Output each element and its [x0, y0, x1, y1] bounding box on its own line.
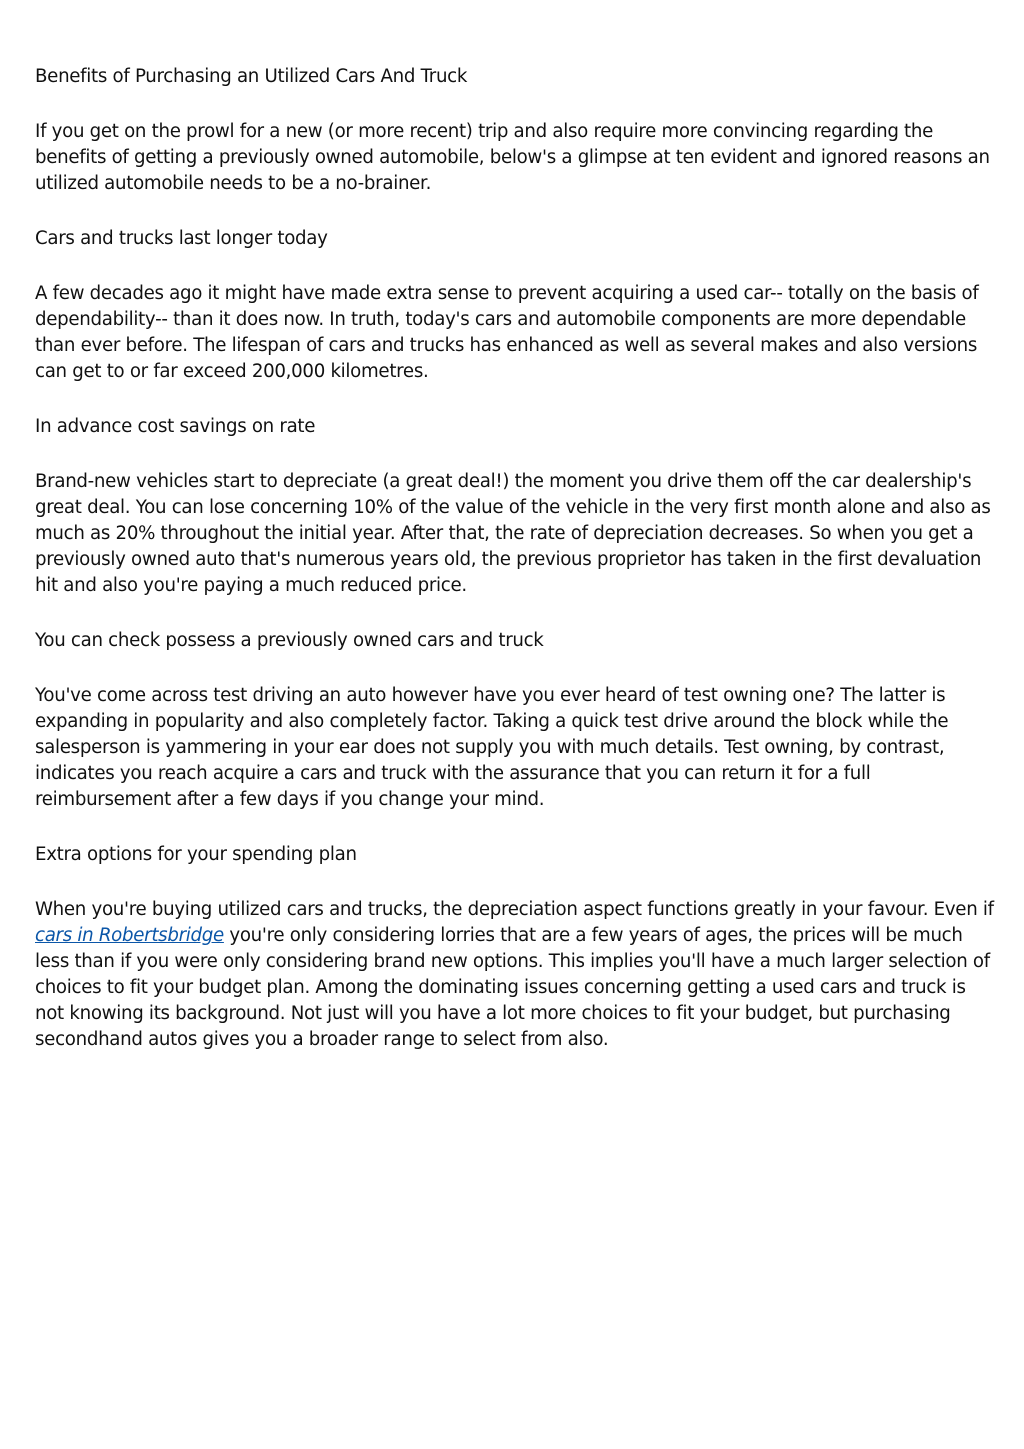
- body-text-after-link: you're only considering lorries that are a few years of ages, the prices will be much less than if you were only considering brand new options. This implies you'll have a much larger selection of choices to fit your budget plan. Among the dominating issues concerning getting a used cars and truck is not knowing its background. Not just will you have a lot more choices to fit your budget, but purchasing secondhand autos gives you a broader range to select from also.: [35, 925, 990, 1050]
- section-body-test-own: You've come across test driving an auto however have you ever heard of test owning one? The latter is expanding in popularity and also completely factor. Taking a quick test drive around the block while the salesperson is yammering in your ear does not supply you with much details. Test owning, by contrast, indicates you reach acquire a cars and truck with the assurance that you can return it for a full reimbursement after a few days if you change your mind.: [35, 685, 949, 810]
- intro-paragraph: If you get on the prowl for a new (or more recent) trip and also require more convincing regarding the benefits of getting a previously owned automobile, below's a glimpse at ten evident and ignored reasons an utilized automobile needs to be a no-brainer.: [35, 121, 990, 194]
- section-heading-options: Extra options for your spending plan: [35, 844, 357, 865]
- section-heading-savings: In advance cost savings on rate: [35, 416, 316, 437]
- cars-in-robertsbridge-link[interactable]: cars in Robertsbridge: [35, 925, 224, 946]
- document-title: Benefits of Purchasing an Utilized Cars And Truck: [35, 66, 468, 87]
- section-body-savings: Brand-new vehicles start to depreciate (a great deal!) the moment you drive them off the car dealership's great deal. You can lose concerning 10% of the value of the vehicle in the very first month alone and also as much as 20% throughout the initial year. After that, the rate of depreciation decreases. So when you get a previously owned auto that's numerous years old, the previous proprietor has taken in the first devaluation hit and also you're paying a much reduced price.: [35, 471, 991, 596]
- section-body-longevity: A few decades ago it might have made extra sense to prevent acquiring a used car-- totally on the basis of dependability-- than it does now. In truth, today's cars and automobile components are more dependable than ever before. The lifespan of cars and trucks has enhanced as well as several makes and also versions can get to or far exceed 200,000 kilometres.: [35, 283, 979, 382]
- section-heading-test-own: You can check possess a previously owned cars and truck: [35, 630, 544, 651]
- section-heading-longevity: Cars and trucks last longer today: [35, 228, 328, 249]
- document-body: [35, 64, 995, 1082]
- section-body-options: [35, 897, 995, 1053]
- body-text-before-link: When you're buying utilized cars and trucks, the depreciation aspect functions greatly in your favour. Even if: [35, 899, 994, 920]
